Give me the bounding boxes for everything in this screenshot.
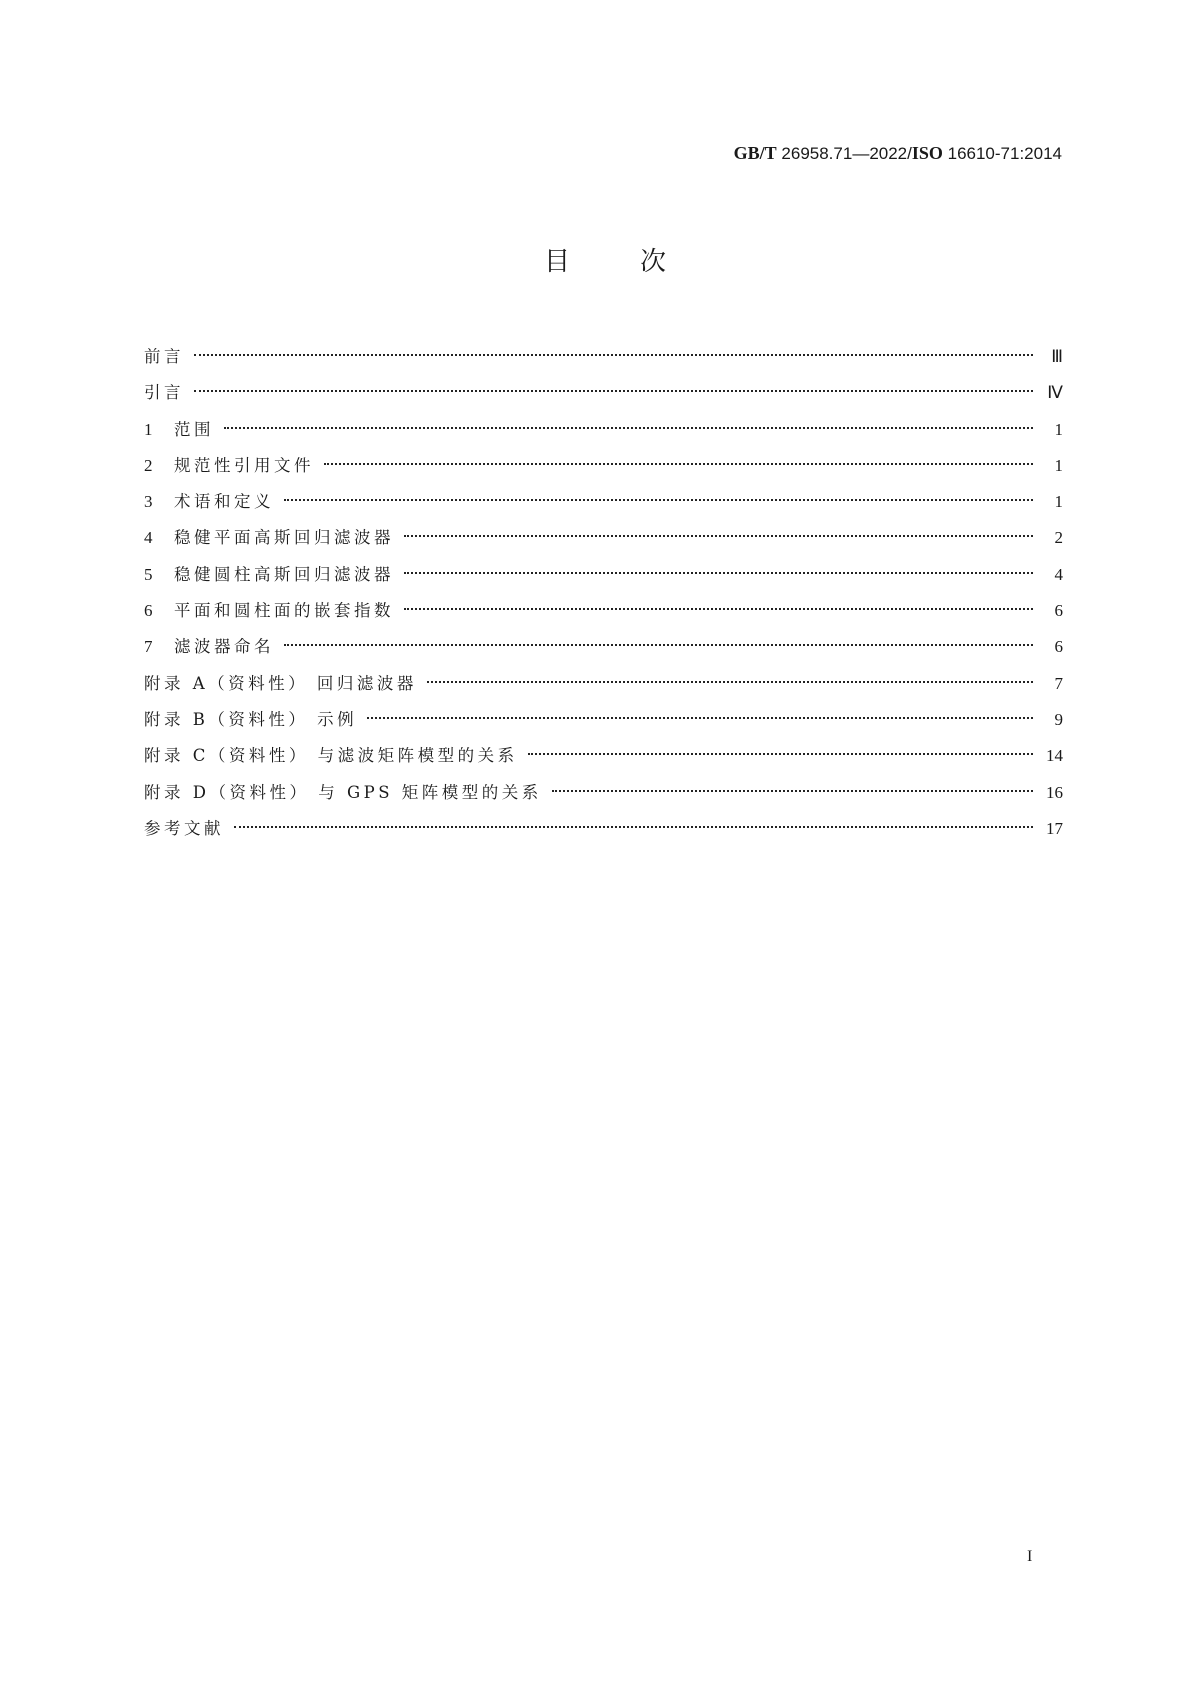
dot-leader — [194, 354, 1033, 356]
standard-header — [734, 141, 1062, 166]
title-char-2: 次 — [640, 247, 667, 277]
toc-entry-bibliography[interactable] — [144, 811, 1063, 847]
toc-label: 术语和定义 — [174, 492, 274, 512]
toc-label: 参考文献 — [144, 818, 224, 838]
dot-leader — [552, 790, 1033, 792]
toc-page-number: 14 — [1046, 746, 1063, 766]
toc-page-number: 6 — [1054, 601, 1063, 621]
table-of-contents — [144, 339, 1063, 847]
toc-entry-annex-d[interactable] — [144, 775, 1063, 811]
dot-leader — [194, 390, 1033, 392]
page-title — [544, 246, 666, 278]
toc-label: 规范性引用文件 — [174, 455, 314, 475]
dot-leader — [404, 608, 1033, 610]
toc-section-number: 2 — [144, 455, 153, 475]
toc-page-number: 1 — [1054, 492, 1063, 512]
iso-number: 16610-71:2014 — [942, 144, 1062, 163]
toc-page-number: 1 — [1054, 455, 1063, 475]
toc-entry-terms-definitions[interactable] — [144, 484, 1063, 520]
toc-entry-scope[interactable] — [144, 412, 1063, 448]
toc-entry-foreword[interactable] — [144, 339, 1063, 375]
toc-entry-annex-b[interactable] — [144, 702, 1063, 738]
toc-entry-annex-c[interactable] — [144, 738, 1063, 774]
toc-label: 滤波器命名 — [174, 637, 274, 657]
toc-label: 附录 C（资料性） 与滤波矩阵模型的关系 — [144, 746, 518, 766]
toc-page-number: 7 — [1054, 673, 1063, 693]
toc-section-number: 6 — [144, 601, 153, 621]
toc-entry-cylindrical-filter[interactable] — [144, 557, 1063, 593]
toc-label: 附录 A（资料性） 回归滤波器 — [144, 673, 417, 693]
toc-entry-nesting-index[interactable] — [144, 593, 1063, 629]
toc-entry-planar-filter[interactable] — [144, 520, 1063, 556]
title-char-1: 目 — [544, 247, 571, 277]
dot-leader — [284, 644, 1033, 646]
page-number: I — [1027, 1548, 1033, 1565]
toc-section-number: 7 — [144, 637, 153, 657]
dot-leader — [427, 681, 1033, 683]
toc-entry-normative-references[interactable] — [144, 448, 1063, 484]
toc-entry-annex-a[interactable] — [144, 666, 1063, 702]
toc-entry-filter-designation[interactable] — [144, 629, 1063, 665]
toc-label: 平面和圆柱面的嵌套指数 — [174, 601, 394, 621]
toc-label: 稳健平面高斯回归滤波器 — [174, 528, 394, 548]
toc-page-number: 4 — [1054, 564, 1063, 584]
toc-page-number: 1 — [1054, 419, 1063, 439]
toc-label: 稳健圆柱高斯回归滤波器 — [174, 564, 394, 584]
standard-number: 26958.71—2022/ — [776, 144, 912, 163]
dot-leader — [367, 717, 1033, 719]
dot-leader — [284, 499, 1033, 501]
toc-label: 范围 — [174, 419, 214, 439]
toc-section-number: 4 — [144, 528, 153, 548]
dot-leader — [324, 463, 1033, 465]
toc-label: 前言 — [144, 347, 184, 366]
toc-page-number: 9 — [1054, 709, 1063, 729]
toc-page-number: Ⅳ — [1047, 383, 1063, 403]
dot-leader — [404, 572, 1033, 574]
toc-section-number: 3 — [144, 492, 153, 512]
toc-page-number: 2 — [1054, 528, 1063, 548]
toc-label: 引言 — [144, 383, 184, 403]
toc-label: 附录 B（资料性） 示例 — [144, 709, 358, 729]
toc-label: 附录 D（资料性） 与 GPS 矩阵模型的关系 — [144, 782, 542, 802]
iso-prefix: ISO — [911, 143, 943, 163]
dot-leader — [528, 753, 1033, 755]
dot-leader — [404, 535, 1033, 537]
toc-page-number: 17 — [1046, 818, 1063, 838]
toc-section-number: 5 — [144, 564, 153, 584]
dot-leader — [234, 826, 1033, 828]
toc-section-number: 1 — [144, 419, 153, 439]
toc-page-number: Ⅲ — [1051, 347, 1063, 366]
dot-leader — [224, 427, 1033, 429]
standard-prefix: GB/T — [733, 143, 777, 163]
toc-entry-introduction[interactable] — [144, 375, 1063, 411]
toc-page-number: 6 — [1054, 637, 1063, 657]
toc-page-number: 16 — [1046, 782, 1063, 802]
